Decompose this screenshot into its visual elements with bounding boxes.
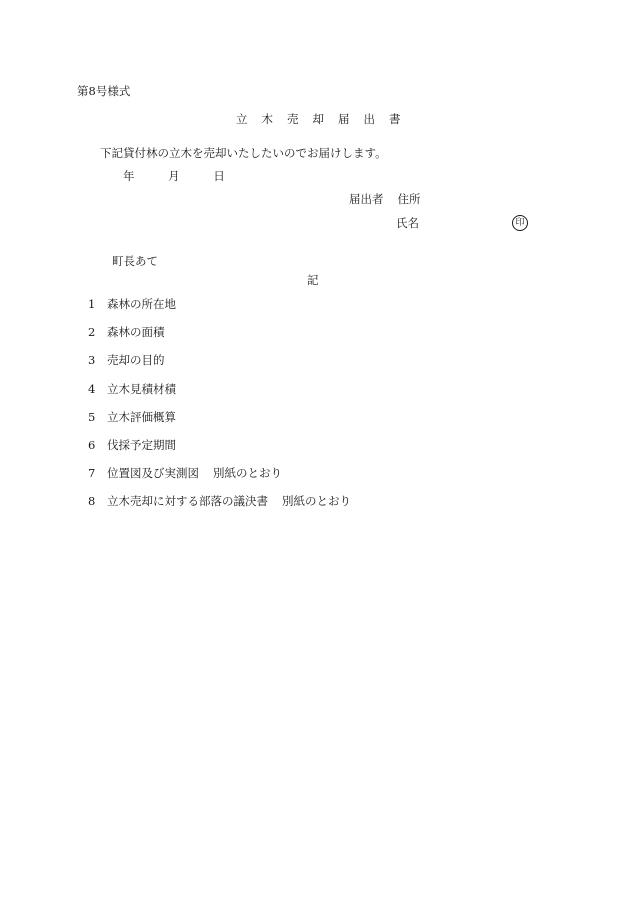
item-number: 3 (88, 353, 96, 368)
item-label: 森林の所在地 (107, 297, 176, 311)
item-label: 立木売却に対する部落の議決書 (107, 494, 268, 509)
document-title: 立木売却届出書 (236, 112, 415, 126)
item-list (88, 299, 351, 525)
item-label: 位置図及び実測図 (107, 466, 199, 481)
date-line (123, 171, 225, 183)
item-note: 別紙のとおり (282, 494, 351, 509)
item-number: 8 (88, 494, 96, 509)
item-label: 売却の目的 (107, 353, 165, 368)
list-item (88, 409, 351, 440)
list-item (88, 381, 351, 412)
date-day: 日 (213, 169, 225, 183)
list-item (88, 468, 351, 496)
item-number: 2 (88, 325, 96, 340)
item-number: 1 (88, 297, 96, 311)
item-label: 伐採予定期間 (107, 437, 176, 452)
item-number: 6 (88, 437, 96, 452)
list-item (88, 355, 351, 383)
item-number: 7 (88, 466, 96, 481)
list-item (88, 496, 351, 524)
applicant-address-line (349, 194, 421, 206)
seal-mark: 印 (512, 215, 528, 231)
list-item (88, 327, 351, 355)
applicant-label: 届出者 (349, 192, 384, 206)
item-label: 立木評価概算 (107, 409, 176, 424)
item-label: 森林の面積 (107, 325, 165, 340)
item-label: 立木見積材積 (107, 381, 176, 396)
name-label: 氏名 (396, 216, 419, 230)
form-number: 第8号様式 (77, 84, 131, 98)
date-year: 年 (123, 169, 135, 183)
intro-text: 下記貸付林の立木を売却いたしたいのでお届けします。 (100, 146, 387, 160)
item-number: 5 (88, 409, 96, 424)
list-item (88, 299, 351, 327)
item-number: 4 (88, 381, 96, 396)
item-note: 別紙のとおり (213, 466, 282, 481)
address-label: 住所 (397, 192, 421, 206)
addressee: 町長あて (112, 254, 158, 268)
list-item (88, 437, 351, 468)
ki-heading: 記 (307, 273, 319, 287)
date-month: 月 (168, 169, 180, 183)
